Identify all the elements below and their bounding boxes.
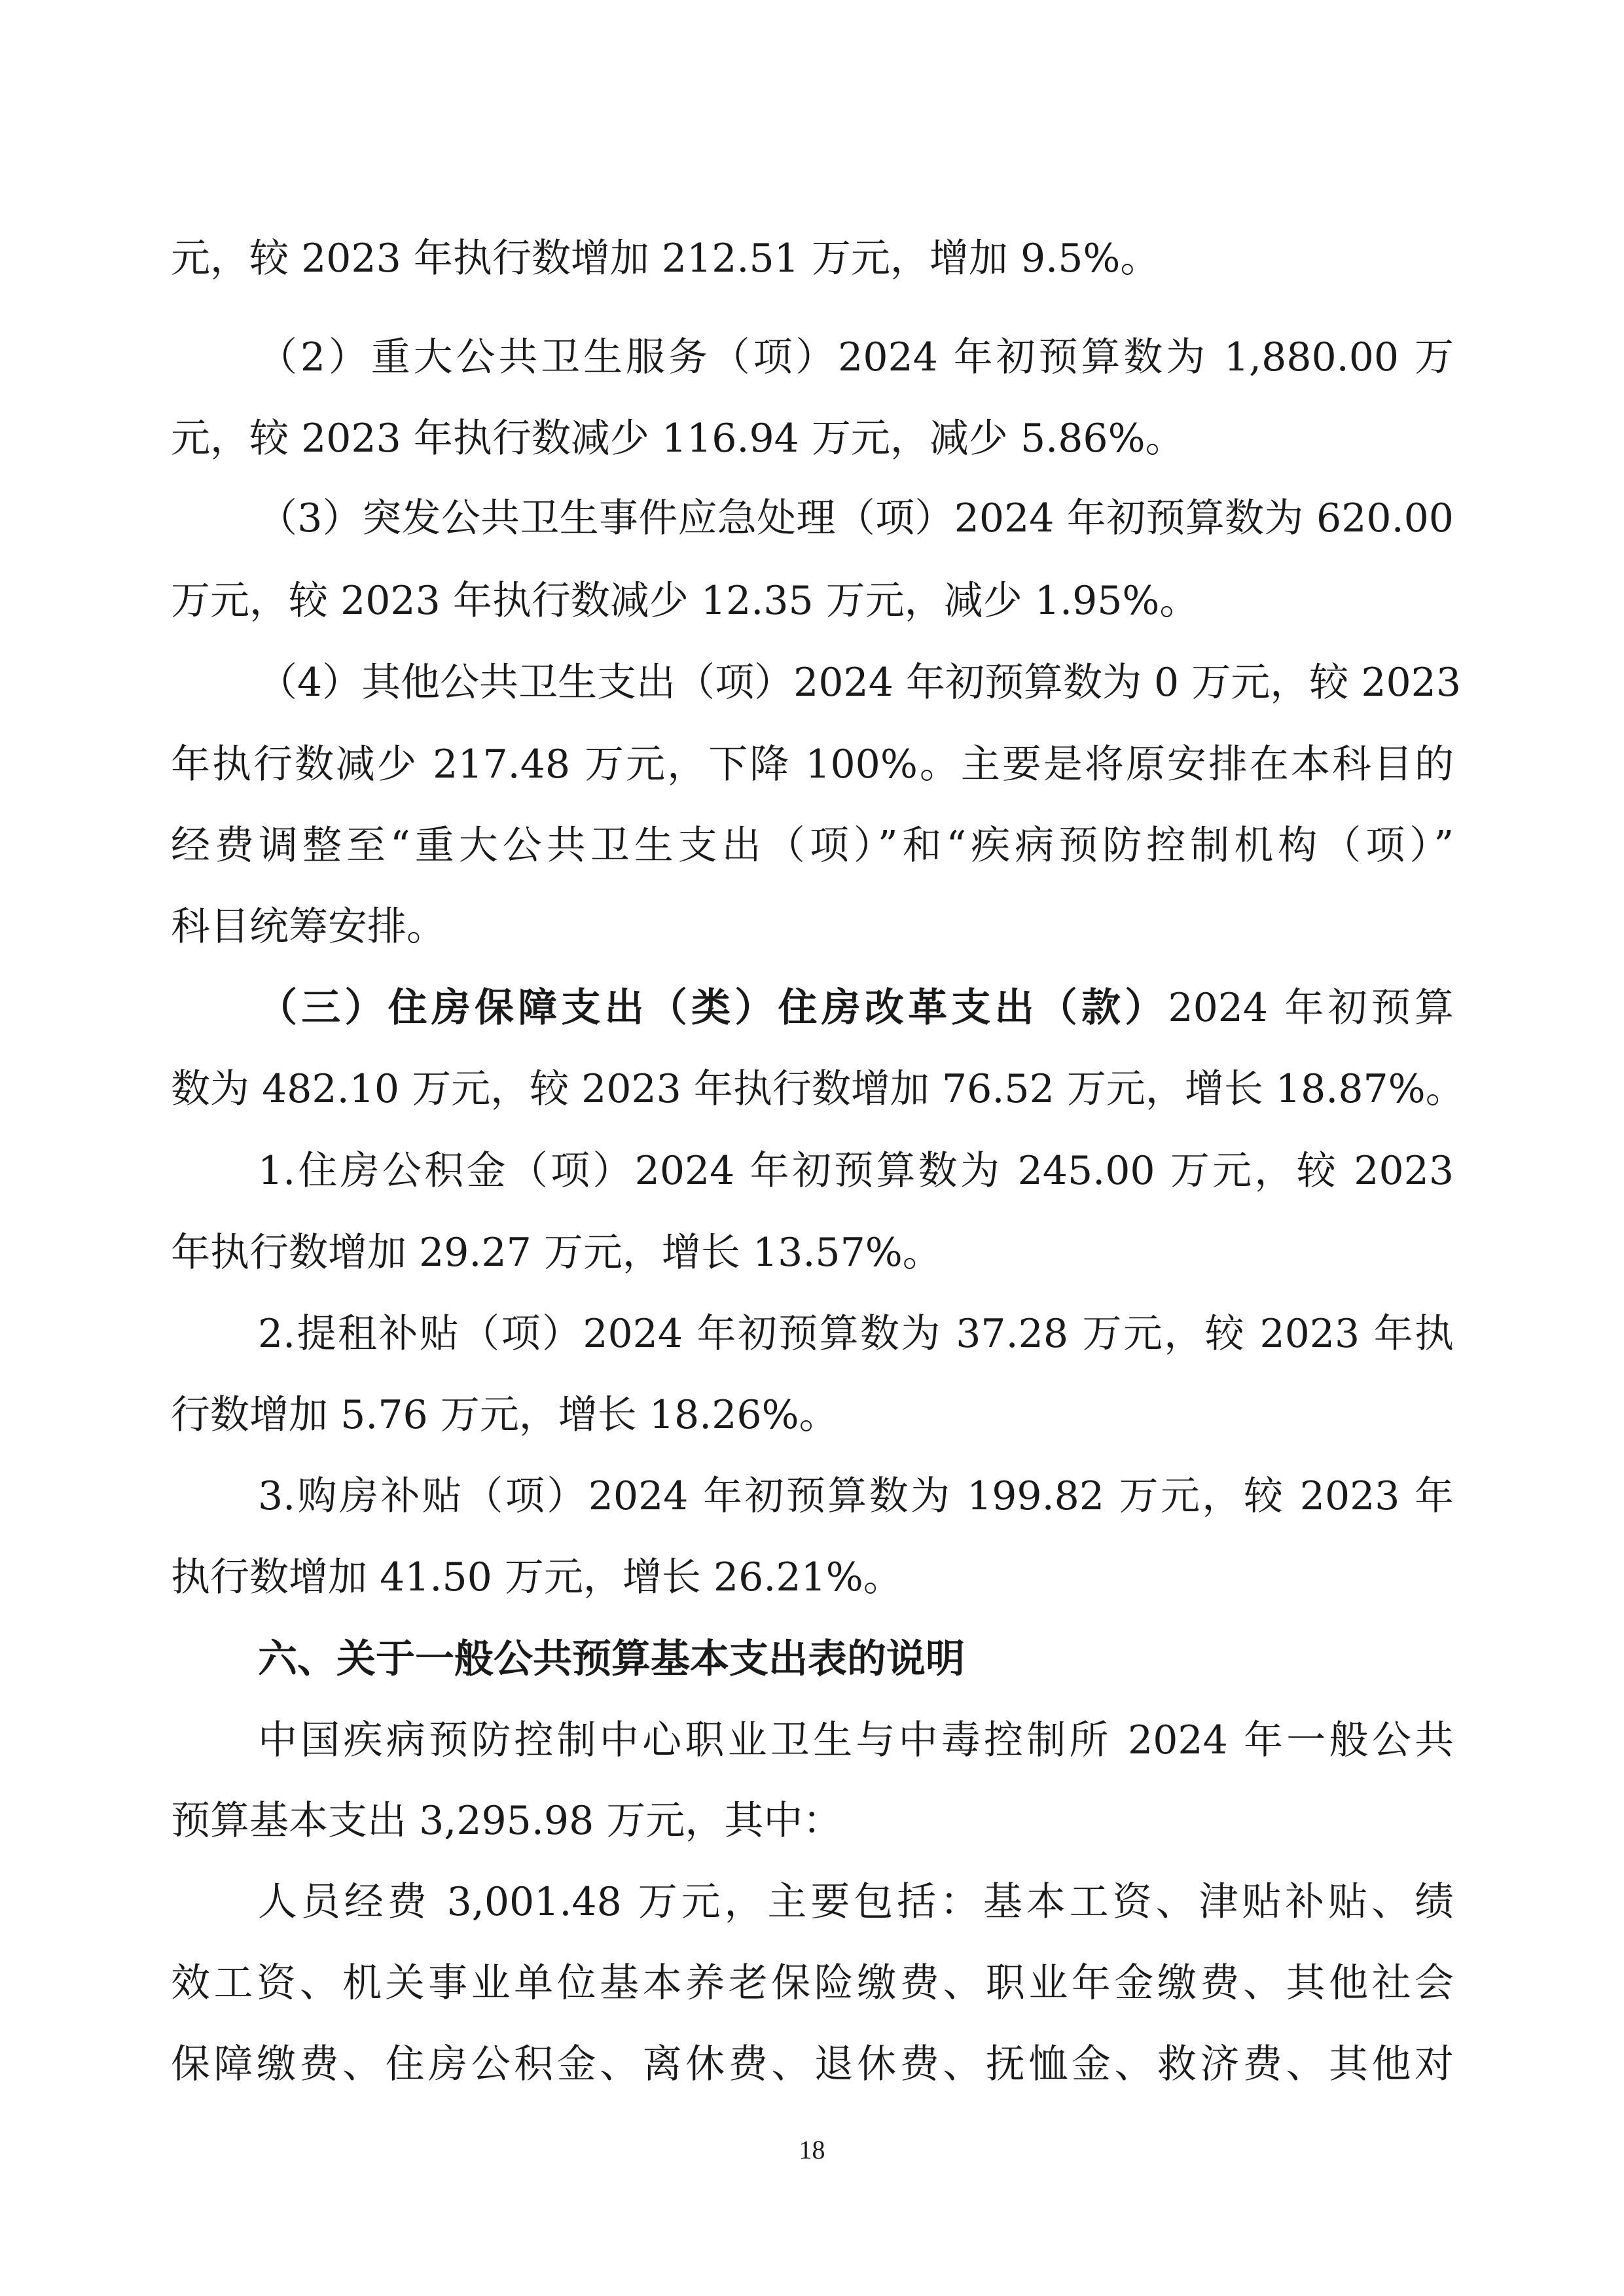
text-line: 效工资、机关事业单位基本养老保险缴费、职业年金缴费、其他社会	[171, 1960, 1454, 2006]
text-line: 人员经费 3,001.48 万元，主要包括：基本工资、津贴补贴、绩	[258, 1879, 1454, 1925]
section-heading: 六、关于一般公共预算基本支出表的说明	[258, 1636, 965, 1682]
text-line: 保障缴费、住房公积金、离休费、退休费、抚恤金、救济费、其他对	[171, 2041, 1454, 2087]
text-line: 执行数增加 41.50 万元，增长 26.21%。	[171, 1554, 903, 1600]
section-heading-bold: （三）住房保障支出（类）住房改革支出（款）	[258, 985, 1168, 1031]
text-line: 2.提租补贴（项）2024 年初预算数为 37.28 万元，较 2023 年执	[258, 1311, 1454, 1357]
text-line: 中国疾病预防控制中心职业卫生与中毒控制所 2024 年一般公共	[258, 1717, 1454, 1763]
text-line: 年执行数增加 29.27 万元，增长 13.57%。	[171, 1230, 942, 1276]
text-line: 数为 482.10 万元，较 2023 年执行数增加 76.52 万元，增长 18.87%。	[171, 1066, 1465, 1112]
section-heading-line	[258, 982, 1454, 1034]
text-line: 元，较 2023 年执行数增加 212.51 万元，增加 9.5%。	[171, 236, 1160, 281]
text-line: （2）重大公共卫生服务（项）2024 年初预算数为 1,880.00 万	[258, 334, 1454, 380]
section-heading-rest: 2024 年初预算	[1168, 985, 1454, 1031]
text-line: （4）其他公共卫生支出（项）2024 年初预算数为 0 万元，较 2023	[258, 660, 1462, 706]
page-number: 18	[799, 2135, 825, 2164]
text-line: 元，较 2023 年执行数减少 116.94 万元，减少 5.86%。	[171, 416, 1185, 461]
text-line: 万元，较 2023 年执行数减少 12.35 万元，减少 1.95%。	[171, 578, 1199, 624]
text-line: 年执行数减少 217.48 万元，下降 100%。主要是将原安排在本科目的	[171, 742, 1454, 787]
text-line: （3）突发公共卫生事件应急处理（项）2024 年初预算数为 620.00	[258, 495, 1454, 541]
text-line: 行数增加 5.76 万元，增长 18.26%。	[171, 1392, 839, 1438]
text-line: 科目统筹安排。	[171, 904, 446, 950]
text-line: 1.住房公积金（项）2024 年初预算数为 245.00 万元，较 2023	[258, 1148, 1454, 1194]
text-line: 预算基本支出 3,295.98 万元，其中：	[171, 1798, 842, 1844]
text-line: 经费调整至“重大公共卫生支出（项）”和“疾病预防控制机构（项）”	[171, 823, 1454, 869]
text-line: 3.购房补贴（项）2024 年初预算数为 199.82 万元，较 2023 年	[258, 1473, 1454, 1519]
